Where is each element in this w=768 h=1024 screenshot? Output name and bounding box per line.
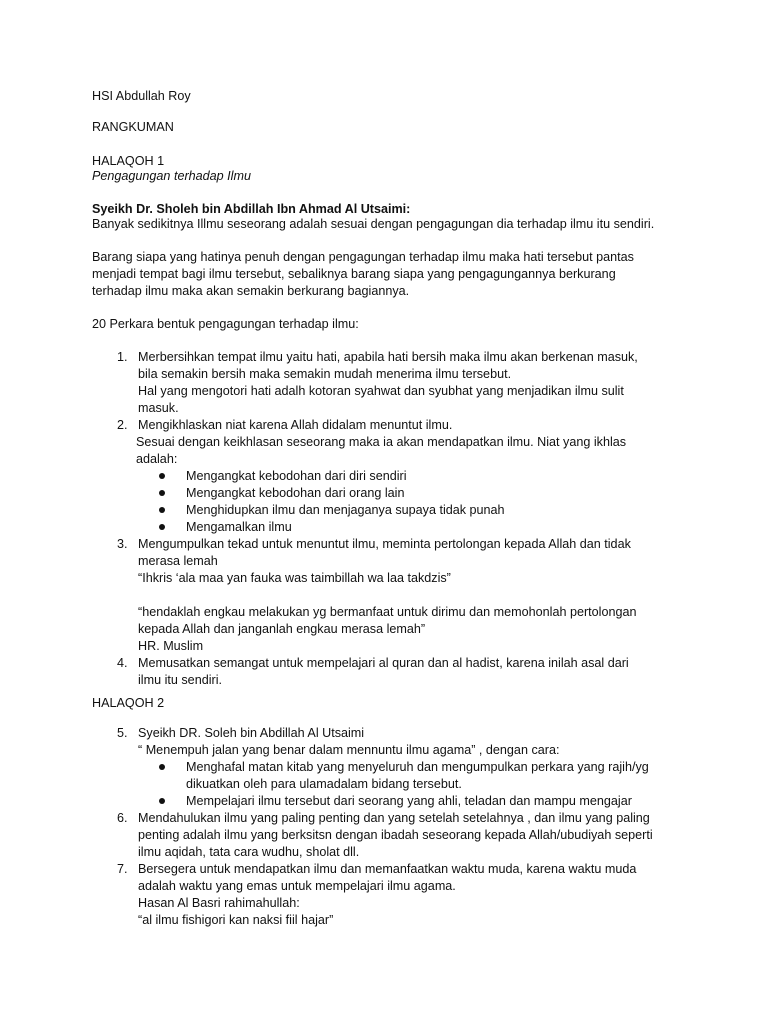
item-number: 3. [117, 537, 128, 551]
item-number: 4. [117, 656, 128, 670]
item-line: Mendahulukan ilmu yang paling penting dan yang setelah setelahnya , dan ilmu yang paling [138, 811, 650, 825]
bullet-icon [159, 490, 165, 496]
speaker-line: Syeikh Dr. Sholeh bin Abdillah Ibn Ahmad Al Utsaimi: [92, 202, 411, 216]
list-item [92, 536, 638, 655]
item-line: Hal yang mengotori hati adalh kotoran syahwat dan syubhat yang menjadikan ilmu sulit [138, 384, 624, 398]
bullet-text: Menghidupkan ilmu dan menjaganya supaya tidak punah [186, 503, 505, 517]
bullet-icon [159, 764, 165, 770]
bullet-item [138, 519, 638, 536]
bullet-item [138, 502, 638, 519]
halaqoh2-title: HALAQOH 2 [92, 696, 165, 710]
item-line: Sesuai dengan keikhlasan seseorang maka ia akan mendapatkan ilmu. Niat yang ikhlas [136, 435, 627, 449]
intro-paragraph: Banyak sedikitnya Illmu seseorang adalah sesuai dengan pengagungan dia terhadap ilmu itu sendiri. [92, 217, 655, 231]
item-number: 7. [117, 862, 128, 876]
list-item [92, 655, 638, 689]
list-item [92, 861, 653, 929]
halaqoh1-subtitle: Pengagungan terhadap Ilmu [92, 169, 251, 183]
author-line: HSI Abdullah Roy [92, 89, 191, 103]
list-item [92, 349, 638, 417]
item-line: Bersegera untuk mendapatkan ilmu dan memanfaatkan waktu muda, karena waktu muda [138, 862, 637, 876]
item-line: kepada Allah dan janganlah engkau merasa lemah” [138, 622, 426, 636]
bullet-text: Mengangkat kebodohan dari diri sendiri [186, 469, 407, 483]
item-number: 1. [117, 350, 128, 364]
paragraph-2 [92, 249, 634, 300]
bullet-icon [159, 798, 165, 804]
bullet-icon [159, 524, 165, 530]
item-line: Syeikh DR. Soleh bin Abdillah Al Utsaimi [138, 726, 365, 740]
bullet-icon [159, 507, 165, 513]
item-line: ilmu aqidah, tata cara wudhu, sholat dll. [138, 845, 360, 859]
item-number: 2. [117, 418, 128, 432]
item-number: 5. [117, 726, 128, 740]
list-item [92, 417, 638, 536]
bullet-icon [159, 473, 165, 479]
item-line: merasa lemah [138, 554, 218, 568]
blank-line [138, 587, 638, 604]
item-line: Hasan Al Basri rahimahullah: [138, 896, 300, 910]
list-heading: 20 Perkara bentuk pengagungan terhadap ilmu: [92, 317, 359, 331]
item-line: adalah: [136, 452, 178, 466]
item-line: adalah waktu yang emas untuk mempelajari ilmu agama. [138, 879, 456, 893]
summary-heading: RANGKUMAN [92, 120, 174, 134]
list-item [92, 810, 653, 861]
paragraph-2-line: menjadi tempat bagi ilmu tersebut, sebaliknya barang siapa yang pengagungannya berkurang [92, 267, 616, 281]
item-line: ilmu itu sendiri. [138, 673, 222, 687]
item-line: masuk. [138, 401, 179, 415]
paragraph-2-line: Barang siapa yang hatinya penuh dengan pengagungan terhadap ilmu maka hati tersebut pantas [92, 250, 634, 264]
halaqoh1-title: HALAQOH 1 [92, 154, 165, 168]
item-line: Merbersihkan tempat ilmu yaitu hati, apabila hati bersih maka ilmu akan berkenan masuk, [138, 350, 638, 364]
item-line: “hendaklah engkau melakukan yg bermanfaat untuk dirimu dan memohonlah pertolongan [138, 605, 637, 619]
item-line: Memusatkan semangat untuk mempelajari al quran dan al hadist, karena inilah asal dari [138, 656, 629, 670]
bullet-list [138, 759, 653, 810]
halaqoh1-list [92, 349, 638, 689]
paragraph-2-line: terhadap ilmu maka akan semakin berkurang bagiannya. [92, 284, 410, 298]
item-line: “ Menempuh jalan yang benar dalam mennuntu ilmu agama” , dengan cara: [138, 743, 560, 757]
bullet-item [138, 468, 638, 485]
bullet-item [138, 793, 653, 810]
bullet-text: Mengangkat kebodohan dari orang lain [186, 486, 405, 500]
item-number: 6. [117, 811, 128, 825]
item-line: Mengumpulkan tekad untuk menuntut ilmu, meminta pertolongan kepada Allah dan tidak [138, 537, 631, 551]
bullet-item [138, 759, 653, 793]
bullet-text: Mengamalkan ilmu [186, 520, 292, 534]
bullet-list [138, 468, 638, 536]
halaqoh2-list [92, 725, 653, 929]
item-line: “Ihkris ‘ala maa yan fauka was taimbillah wa laa takdzis” [138, 571, 451, 585]
list-item [92, 725, 653, 810]
item-line: HR. Muslim [138, 639, 204, 653]
bullet-item [138, 485, 638, 502]
bullet-text: dikuatkan oleh para ulamadalam bidang tersebut. [186, 777, 462, 791]
bullet-text: Menghafal matan kitab yang menyeluruh dan mengumpulkan perkara yang rajih/yg [186, 760, 649, 774]
item-line: “al ilmu fishigori kan naksi fiil hajar” [138, 913, 334, 927]
item-line: Mengikhlaskan niat karena Allah didalam menuntut ilmu. [138, 418, 453, 432]
item-line: penting adalah ilmu yang berksitsn dengan ibadah seseorang kepada Allah/ubudiyah seperti [138, 828, 653, 842]
bullet-text: Mempelajari ilmu tersebut dari seorang yang ahli, teladan dan mampu mengajar [186, 794, 632, 808]
item-line: bila semakin bersih maka semakin mudah menerima ilmu tersebut. [138, 367, 512, 381]
